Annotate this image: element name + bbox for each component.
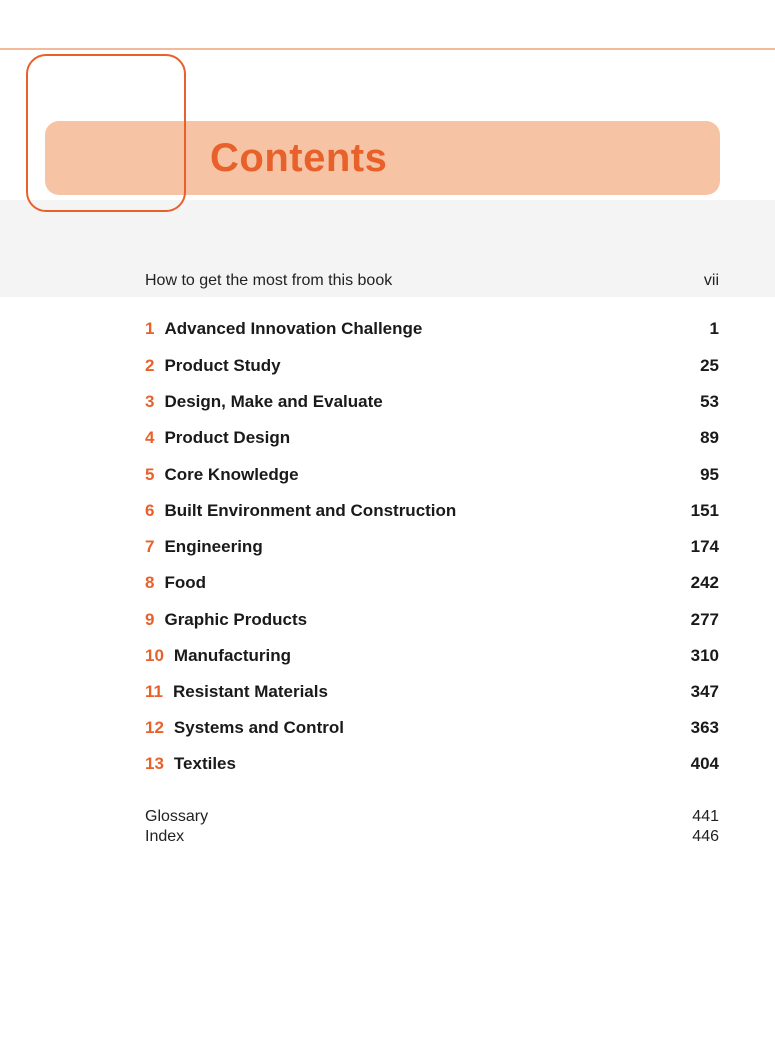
toc-chapter-row[interactable] bbox=[0, 718, 775, 744]
chapter-page: 242 bbox=[690, 573, 719, 592]
chapter-title: Graphic Products bbox=[164, 610, 308, 629]
chapter-title: Design, Make and Evaluate bbox=[164, 392, 383, 411]
chapter-number: 6 bbox=[145, 501, 155, 520]
chapter-number: 9 bbox=[145, 610, 155, 629]
chapter-number: 7 bbox=[145, 537, 155, 556]
chapter-number: 10 bbox=[145, 646, 164, 665]
chapter-page: 174 bbox=[690, 537, 719, 556]
toc-intro-page: vii bbox=[703, 272, 719, 289]
chapter-title: Core Knowledge bbox=[164, 465, 299, 484]
chapter-page: 404 bbox=[690, 754, 719, 773]
chapter-number: 2 bbox=[145, 356, 155, 375]
chapter-title: Engineering bbox=[164, 537, 263, 556]
toc-chapter-row[interactable] bbox=[0, 754, 775, 780]
toc-chapter-row[interactable] bbox=[0, 465, 775, 491]
chapter-page: 1 bbox=[709, 319, 719, 338]
chapter-number: 11 bbox=[145, 682, 163, 701]
chapter-page: 151 bbox=[690, 501, 719, 520]
toc-chapter-row[interactable] bbox=[0, 356, 775, 382]
toc-index-page: 446 bbox=[692, 828, 719, 845]
toc-intro-label: How to get the most from this book bbox=[145, 272, 393, 289]
chapter-title: Food bbox=[164, 573, 207, 592]
chapter-number: 1 bbox=[145, 319, 155, 338]
toc-intro-row[interactable] bbox=[0, 272, 775, 298]
chapter-page: 347 bbox=[690, 682, 719, 701]
chapter-title: Product Design bbox=[164, 428, 291, 447]
page-title: Contents bbox=[210, 136, 388, 180]
toc-index-label: Index bbox=[145, 828, 185, 845]
chapter-title: Product Study bbox=[164, 356, 281, 375]
chapter-page: 310 bbox=[690, 646, 719, 665]
chapter-page: 25 bbox=[700, 356, 719, 375]
chapter-title: Textiles bbox=[173, 754, 236, 773]
chapter-page: 363 bbox=[690, 718, 719, 737]
chapter-page: 53 bbox=[700, 392, 719, 411]
chapter-title: Systems and Control bbox=[173, 718, 344, 737]
toc-chapter-row[interactable] bbox=[0, 501, 775, 527]
chapter-title: Advanced Innovation Challenge bbox=[164, 319, 423, 338]
chapter-page: 95 bbox=[700, 465, 719, 484]
chapter-number: 3 bbox=[145, 392, 155, 411]
toc-glossary-label: Glossary bbox=[145, 808, 209, 825]
chapter-number: 13 bbox=[145, 754, 164, 773]
toc-chapter-row[interactable] bbox=[0, 682, 775, 708]
chapter-number: 12 bbox=[145, 718, 164, 737]
chapter-page: 89 bbox=[700, 428, 719, 447]
toc-chapter-row[interactable] bbox=[0, 392, 775, 418]
toc-chapter-row[interactable] bbox=[0, 646, 775, 672]
chapter-title: Built Environment and Construction bbox=[164, 501, 457, 520]
chapter-title: Manufacturing bbox=[173, 646, 292, 665]
toc-index-row[interactable] bbox=[0, 828, 775, 854]
toc-glossary-page: 441 bbox=[692, 808, 719, 825]
chapter-number: 8 bbox=[145, 573, 155, 592]
top-rule bbox=[0, 48, 775, 50]
toc-chapter-row[interactable] bbox=[0, 428, 775, 454]
toc-chapter-row[interactable] bbox=[0, 319, 775, 345]
corner-frame bbox=[26, 54, 186, 212]
chapter-number: 4 bbox=[145, 428, 155, 447]
toc-chapter-row[interactable] bbox=[0, 573, 775, 599]
chapter-title: Resistant Materials bbox=[172, 682, 328, 701]
toc-chapter-row[interactable] bbox=[0, 610, 775, 636]
toc-chapter-row[interactable] bbox=[0, 537, 775, 563]
chapter-page: 277 bbox=[690, 610, 719, 629]
chapter-number: 5 bbox=[145, 465, 155, 484]
